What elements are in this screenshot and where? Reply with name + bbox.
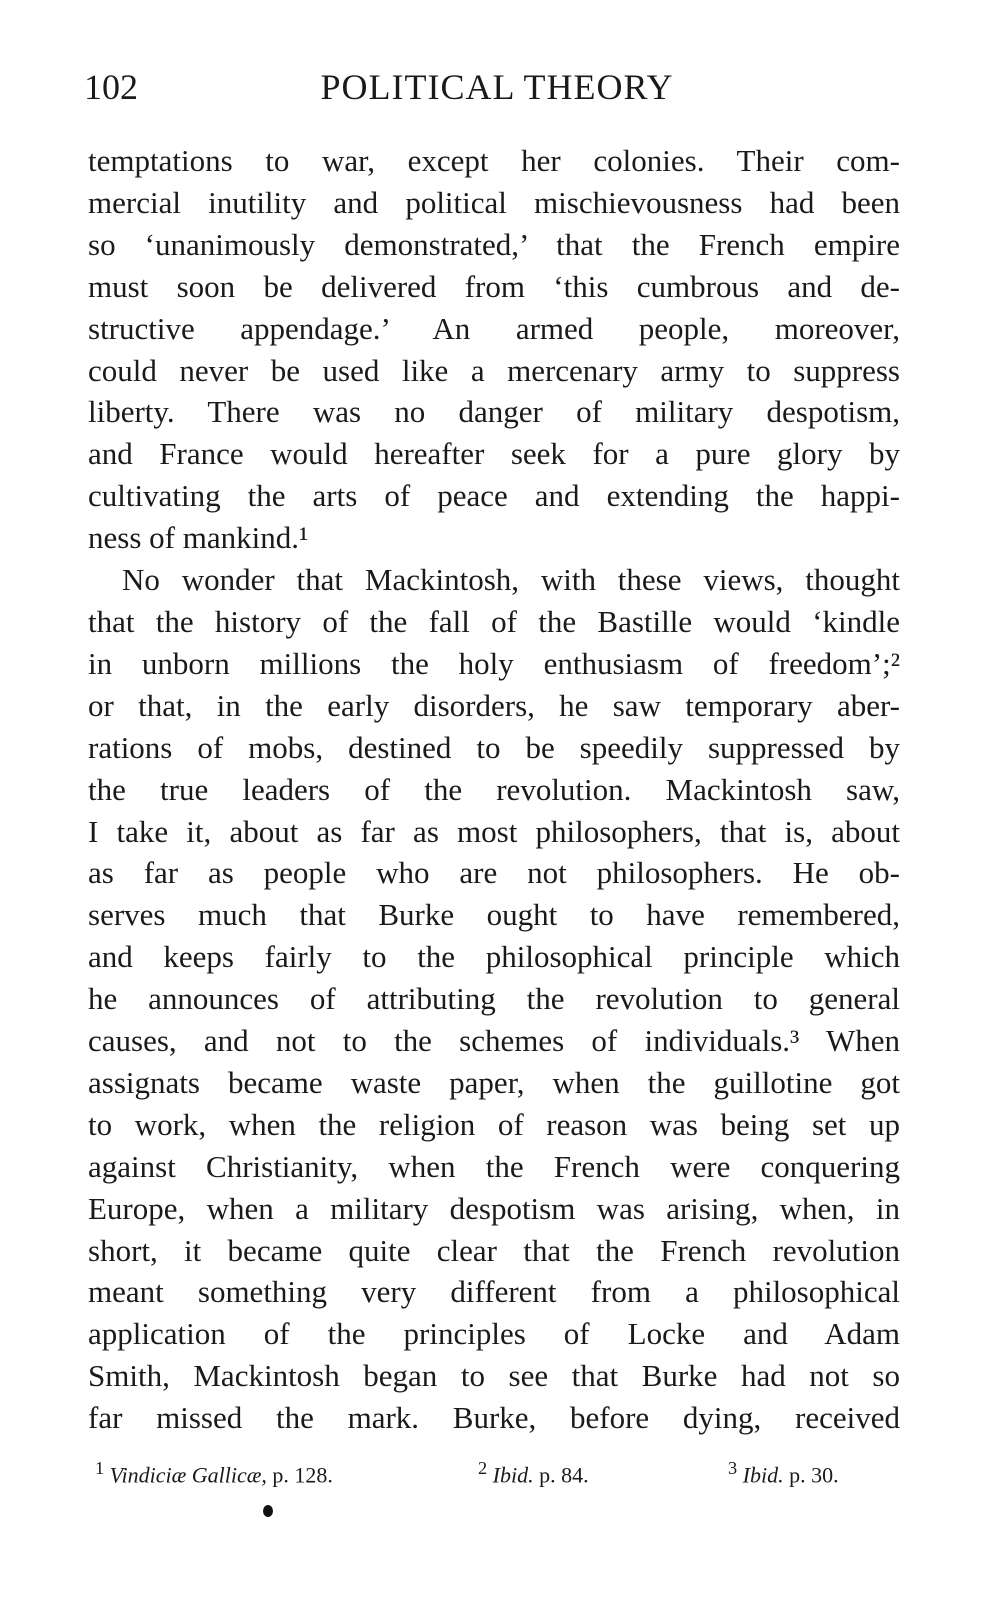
text-line bbox=[88, 559, 900, 601]
text-line-content: I take it, about as far as most philosophers, that is, about bbox=[88, 813, 900, 849]
text-line bbox=[88, 811, 900, 853]
footnote-title: Ibid. bbox=[492, 1462, 534, 1488]
footnote-title: Vindiciæ Gallicæ bbox=[109, 1462, 262, 1488]
text-line-content: serves much that Burke ought to have remembered, bbox=[88, 897, 900, 933]
footnote-3 bbox=[728, 1458, 839, 1488]
text-line bbox=[88, 894, 900, 936]
text-line-content: or that, in the early disorders, he saw temporary aber- bbox=[88, 687, 900, 723]
text-line-content: Smith, Mackintosh began to see that Burke had not so bbox=[88, 1358, 900, 1394]
text-line-content: so ‘unanimously demonstrated,’ that the French empire bbox=[88, 226, 900, 262]
text-line-content: the true leaders of the revolution. Mackintosh saw, bbox=[88, 771, 900, 807]
text-line bbox=[88, 727, 900, 769]
text-line-content: far missed the mark. Burke, before dying, received bbox=[88, 1400, 900, 1436]
footnote-mark: 3 bbox=[728, 1458, 738, 1478]
footnote-2 bbox=[478, 1458, 589, 1488]
text-line bbox=[88, 475, 900, 517]
text-line bbox=[88, 1230, 900, 1272]
text-line bbox=[88, 936, 900, 978]
footnote-1 bbox=[95, 1458, 333, 1488]
text-line-content: in unborn millions the holy enthusiasm of freedom’;² bbox=[88, 645, 900, 681]
text-line-content: to work, when the religion of reason was being set up bbox=[88, 1106, 900, 1142]
text-line-content: rations of mobs, destined to be speedily suppressed by bbox=[88, 729, 900, 765]
footnote-ref: p. 84. bbox=[533, 1462, 589, 1488]
text-line bbox=[88, 1271, 900, 1313]
text-line bbox=[88, 1020, 900, 1062]
text-line bbox=[88, 350, 900, 392]
footnote-mark: 2 bbox=[478, 1458, 488, 1478]
text-line bbox=[88, 1355, 900, 1397]
text-line bbox=[88, 685, 900, 727]
text-line-content: he announces of attributing the revolution to general bbox=[88, 981, 900, 1017]
text-line bbox=[88, 433, 900, 475]
text-line bbox=[88, 140, 900, 182]
text-line bbox=[88, 308, 900, 350]
text-line bbox=[88, 391, 900, 433]
text-line-content: mercial inutility and political mischievousness had been bbox=[88, 184, 900, 220]
text-line-content: No wonder that Mackintosh, with these views, thought bbox=[122, 562, 900, 598]
text-line bbox=[88, 1104, 900, 1146]
text-line-content: could never be used like a mercenary army to suppress bbox=[88, 352, 900, 388]
text-line bbox=[88, 643, 900, 685]
page-header bbox=[84, 66, 900, 116]
text-line-content: that the history of the fall of the Bastille would ‘kindle bbox=[88, 603, 900, 639]
text-line-content: Europe, when a military despotism was arising, when, in bbox=[88, 1190, 900, 1226]
text-line bbox=[88, 224, 900, 266]
text-line-content: ness of mankind.¹ bbox=[88, 520, 309, 556]
text-line-content: cultivating the arts of peace and extending the happi- bbox=[88, 478, 900, 514]
text-line-content: liberty. There was no danger of military despotism, bbox=[88, 394, 900, 430]
text-line-content: against Christianity, when the French were conquering bbox=[88, 1148, 900, 1184]
text-line bbox=[88, 1313, 900, 1355]
footnote-title: Ibid. bbox=[742, 1462, 784, 1488]
text-line bbox=[88, 769, 900, 811]
ink-blot bbox=[263, 1505, 273, 1517]
text-line-content: must soon be delivered from ‘this cumbrous and de- bbox=[88, 268, 900, 304]
text-line bbox=[88, 1397, 900, 1439]
text-line-content: meant something very different from a philosophical bbox=[88, 1274, 900, 1310]
text-line bbox=[88, 1188, 900, 1230]
footnote-mark: 1 bbox=[95, 1458, 105, 1478]
text-line-content: and keeps fairly to the philosophical principle which bbox=[88, 939, 900, 975]
text-line-content: structive appendage.’ An armed people, moreover, bbox=[88, 310, 900, 346]
text-line-content: as far as people who are not philosophers. He ob- bbox=[88, 855, 900, 891]
text-line-content: application of the principles of Locke and Adam bbox=[88, 1316, 900, 1352]
text-line-content: temptations to war, except her colonies. Their com- bbox=[88, 143, 900, 178]
page-number: 102 bbox=[84, 67, 138, 107]
running-head: POLITICAL THEORY bbox=[320, 67, 674, 107]
text-line-content: causes, and not to the schemes of individuals.³ When bbox=[88, 1023, 900, 1059]
text-line-content: short, it became quite clear that the French revolution bbox=[88, 1232, 900, 1268]
text-line-content: and France would hereafter seek for a pure glory by bbox=[88, 436, 900, 472]
text-line-content: assignats became waste paper, when the guillotine got bbox=[88, 1064, 900, 1100]
text-line bbox=[88, 852, 900, 894]
text-line bbox=[88, 517, 900, 559]
text-line bbox=[88, 601, 900, 643]
body-text bbox=[88, 140, 900, 1439]
text-line bbox=[88, 1062, 900, 1104]
text-line bbox=[88, 182, 900, 224]
footnote-ref: p. 30. bbox=[783, 1462, 839, 1488]
text-line bbox=[88, 978, 900, 1020]
text-line bbox=[88, 266, 900, 308]
text-line bbox=[88, 1146, 900, 1188]
footnote-ref: , p. 128. bbox=[261, 1462, 333, 1488]
